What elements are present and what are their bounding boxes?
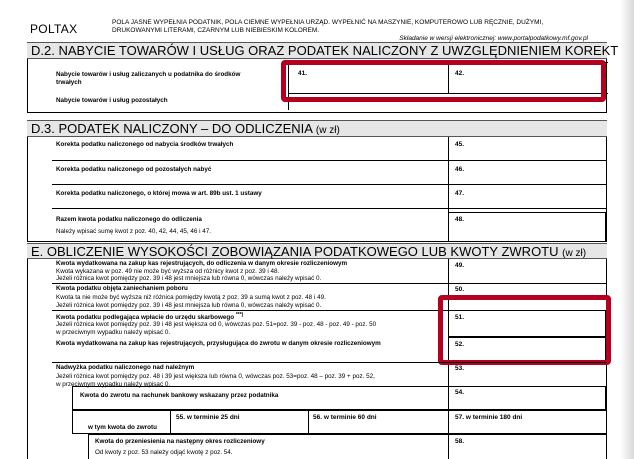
e-row-53-note-1: Jeżeli różnica kwot pomiędzy poz. 48 i 39 jest większa lub równa 0, wówczas poz. 53=poz. 48 – poz. 39 + poz. 52, [56, 373, 375, 380]
d3-row-48-note: Należy wpisać sumę kwot z poz. 40, 42, 44, 45, 46 i 47. [56, 228, 212, 235]
instructions-text: POLA JASNE WYPEŁNIA PODATNIK, POLA CIEMNE WYPEŁNIA URZĄD. WYPEŁNIĆ NA MASZYNIE, KOMPUTEROWO LUB RĘCZNIE, DUŻYMI, DRUKOWANYMI LITERAMI, CZARNYM LUB NIEBIESKIM KOLOREM. [112, 19, 544, 34]
e-row-sep-49 [52, 283, 607, 284]
e-row-53-note-2: w przeciwnym wypadku należy wpisać 0. [56, 381, 171, 388]
d2-fixed-assets-label: Nabycie towarów i usług zaliczanych u podatnika do środków trwałych [56, 71, 241, 86]
section-d2-header [27, 42, 619, 59]
e-row-51-label-text: Kwota podatku podlegająca wpłacie do urzędu skarbowego [56, 314, 235, 322]
field-45[interactable]: 45. [455, 141, 465, 148]
e-row-58-note: Od kwoty z poz. 53 należy odjąć kwotę z poz. 54. [95, 449, 233, 456]
e-row-50-label: Kwota podatku objęta zaniechaniem poboru [56, 285, 188, 292]
d3-row-46-label: Korekta podatku naliczonego od pozostałych nabyć [56, 166, 212, 173]
e-row-55-label: w tym kwota do zwrotu [88, 424, 157, 431]
field-49[interactable]: 49. [455, 262, 465, 269]
field-46[interactable]: 46. [455, 166, 465, 173]
form-instructions [112, 19, 592, 42]
field-55[interactable]: 55. w terminie 25 dni [176, 414, 240, 421]
field-56[interactable]: 56. w terminie 60 dni [313, 414, 377, 421]
d3-row-48-label: Razem kwota podatku naliczonego do odliczenia [56, 216, 202, 223]
field-57[interactable]: 57. w terminie 180 dni [455, 414, 523, 421]
field-58[interactable]: 58. [455, 438, 465, 445]
section-d2-title: D.2. NABYCIE TOWARÓW I USŁUG ORAZ PODATEK NALICZONY Z UWZGLĘDNIENIEM KOREKT [31, 43, 619, 58]
d2-other-purchases-label: Nabycie towarów i usług pozostałych [56, 97, 168, 104]
page-edge-shadow [620, 0, 634, 459]
field-53[interactable]: 53. [455, 365, 465, 372]
d3-row-47-label: Korekta podatku naliczonego, o której mowa w art. 89b ust. 1 ustawy [56, 190, 262, 197]
d3-row-sep-1 [52, 160, 607, 161]
field-48-box[interactable] [448, 212, 606, 242]
electronic-filing-note: Składanie w wersji elektronicznej: www.portalpodatkowy.mf.gov.pl [399, 35, 588, 42]
field-54[interactable]: 54. [455, 389, 465, 396]
section-e-title: E. OBLICZENIE WYSOKOŚCI ZOBOWIĄZANIA PODATKOWEGO LUB KWOTY ZWROTU [31, 244, 559, 259]
highlight-d2-fields [281, 60, 606, 102]
e-row-49-note-2: Jeżeli różnica kwot pomiędzy poz. 39 i 48 jest mniejsza lub równa 0, wówczas należy wpisać 0. [56, 275, 322, 282]
highlight-e-fields [438, 295, 611, 365]
d3-row-sep-3 [52, 208, 607, 209]
form-brand: POLTAX [30, 22, 78, 36]
e-row-51-footnote-mark: ***) [235, 312, 244, 318]
field-54-box[interactable] [448, 386, 606, 410]
e-row-51-note-1: Jeżeli różnica kwot pomiędzy poz. 39 i 48 jest większa od 0, wówczas poz. 51=poz. 39 - poz. 48 - poz. 49 - poz. 50 [56, 321, 377, 328]
e-row-54-label: Kwota do zwrotu na rachunek bankowy wskazany przez podatnika [80, 392, 279, 399]
e-row-53-label: Nadwyżka podatku naliczonego nad należnym [56, 364, 195, 371]
field-48[interactable]: 48. [455, 216, 465, 223]
field-42[interactable]: 42. [455, 70, 465, 77]
e-55-sep-2 [308, 410, 309, 434]
e-row-58-label: Kwota do przeniesienia na następny okres rozliczeniowy [95, 438, 265, 445]
e-row-52-label: Kwota wydatkowana na zakup kas rejestrujących, przysługująca do zwrotu w danym okresie rozliczeniowym [56, 340, 381, 347]
section-d3-unit: (w zł) [315, 125, 340, 136]
d3-row-45-label: Korekta podatku naliczonego od nabycia środków trwałych [56, 141, 234, 148]
section-d3-title: D.3. PODATEK NALICZONY – DO ODLICZENIA [31, 121, 313, 136]
field-50[interactable]: 50. [455, 286, 465, 293]
field-52[interactable]: 52. [455, 341, 465, 348]
field-41[interactable]: 41. [298, 70, 308, 77]
field-51[interactable]: 51. [455, 314, 465, 321]
e-row-51-note-2: w przeciwnym wypadku należy wpisać 0. [56, 329, 171, 336]
e-row-sep-52 [52, 362, 607, 363]
e-row-49-label: Kwota wydatkowana na zakup kas rejestrujących, do odliczenia w danym okresie rozliczeniowym [56, 260, 348, 267]
e-row-49-note-1: Kwota wykazana w poz. 49 nie może być wyższa od różnicy kwot z poz. 39 i 48. [56, 268, 280, 275]
e-row-50-note-2: Jeżeli różnica kwot pomiędzy poz. 39 i 48 jest mniejsza lub równa 0, wówczas należy wpisać 0. [56, 302, 322, 309]
section-e-unit: (w zł) [562, 248, 587, 259]
e-row-50-note-1: Kwota ta nie może być wyższa niż różnica pomiędzy kwotą z poz. 39 a sumą kwot z poz. 48 i 49. [56, 294, 326, 301]
field-47[interactable]: 47. [455, 190, 465, 197]
e-55-sep-1 [170, 410, 171, 434]
section-d3-header [27, 120, 607, 137]
section-e-header [27, 243, 607, 259]
d3-row-sep-2 [52, 184, 607, 185]
